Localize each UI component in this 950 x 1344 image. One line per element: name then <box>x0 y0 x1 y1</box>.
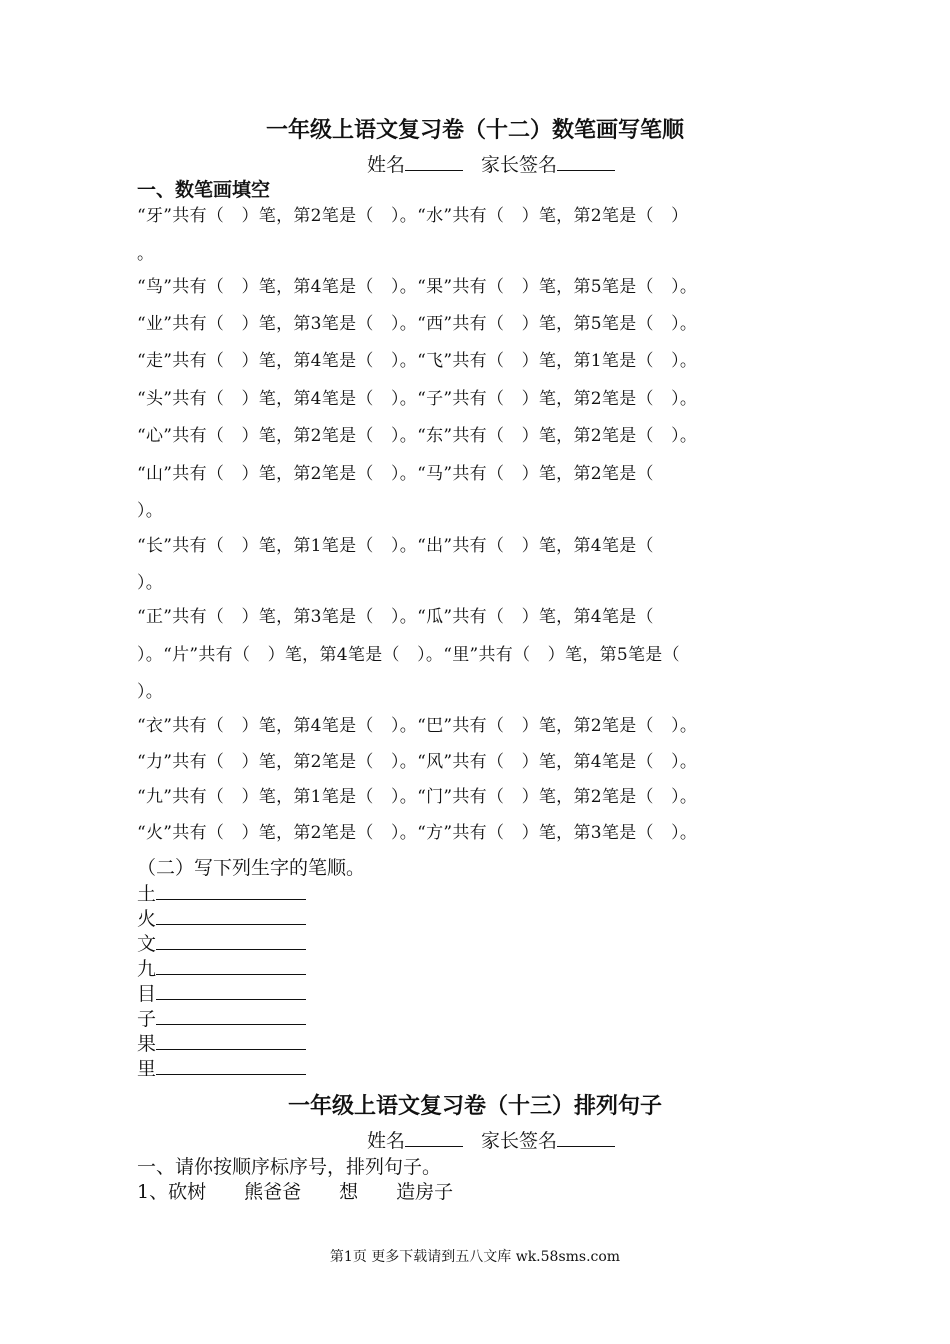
answer-blank[interactable] <box>156 1056 306 1075</box>
answer-blank[interactable] <box>156 1031 306 1050</box>
exercise-line: “牙”共有（ ）笔，第2笔是（ ）。“水”共有（ ）笔，第2笔是（ ） <box>137 206 689 226</box>
exercise-line: 。 <box>137 244 155 264</box>
name-blank[interactable] <box>405 152 463 171</box>
exercise-line: “长”共有（ ）笔，第1笔是（ ）。“出”共有（ ）笔，第4笔是（ <box>137 536 654 556</box>
character-label: 果 <box>137 1033 157 1055</box>
parent-signature-label: 家长签名 <box>481 1130 558 1152</box>
answer-blank[interactable] <box>156 931 306 950</box>
exercise-line: ）。 <box>137 573 164 593</box>
character-label: 目 <box>137 983 157 1005</box>
exercise-line: ）。“片”共有（ ）笔，第4笔是（ ）。“里”共有（ ）笔，第5笔是（ <box>137 645 680 665</box>
character-label: 文 <box>137 933 157 955</box>
stroke-order-line <box>137 1029 306 1056</box>
parent-signature-blank[interactable] <box>557 1128 615 1147</box>
exercise-line: “业”共有（ ）笔，第3笔是（ ）。“西”共有（ ）笔，第5笔是（ ）。 <box>137 314 698 334</box>
name-blank[interactable] <box>405 1128 463 1147</box>
exercise-line: “力”共有（ ）笔，第2笔是（ ）。“风”共有（ ）笔，第4笔是（ ）。 <box>137 752 698 772</box>
character-label: 里 <box>137 1058 157 1080</box>
answer-blank[interactable] <box>156 956 306 975</box>
section-title: 一、请你按顺序标序号，排列句子。 <box>137 1156 442 1178</box>
exercise-line: “山”共有（ ）笔，第2笔是（ ）。“马”共有（ ）笔，第2笔是（ <box>137 464 654 484</box>
answer-blank[interactable] <box>156 1006 306 1025</box>
page-footer: 第1页 更多下载请到五八文库 wk.58sms.com <box>329 1249 621 1265</box>
stroke-order-line <box>137 954 306 981</box>
page-title: 一年级上语文复习卷（十二）数笔画写笔顺 <box>265 118 684 143</box>
exercise-line: “正”共有（ ）笔，第3笔是（ ）。“瓜”共有（ ）笔，第4笔是（ <box>137 607 654 627</box>
exercise-line: “头”共有（ ）笔，第4笔是（ ）。“子”共有（ ）笔，第2笔是（ ）。 <box>137 389 698 409</box>
answer-blank[interactable] <box>156 881 306 900</box>
exercise-line: ）。 <box>137 501 164 521</box>
stroke-order-line <box>137 879 306 906</box>
parent-signature-blank[interactable] <box>557 152 615 171</box>
stroke-order-line <box>137 929 306 956</box>
exercise-line: “衣”共有（ ）笔，第4笔是（ ）。“巴”共有（ ）笔，第2笔是（ ）。 <box>137 716 698 736</box>
stroke-order-line <box>137 979 306 1006</box>
answer-blank[interactable] <box>156 981 306 1000</box>
page-title: 一年级上语文复习卷（十三）排列句子 <box>287 1094 662 1119</box>
character-label: 土 <box>137 883 157 905</box>
question-line: 1、砍树 熊爸爸 想 造房子 <box>137 1181 454 1203</box>
stroke-order-line <box>137 904 306 931</box>
signature-row <box>367 150 615 177</box>
parent-signature-label: 家长签名 <box>481 154 558 176</box>
answer-blank[interactable] <box>156 906 306 925</box>
section-title: 一、数笔画填空 <box>137 179 271 201</box>
name-label: 姓名 <box>367 154 406 176</box>
exercise-line: “鸟”共有（ ）笔，第4笔是（ ）。“果”共有（ ）笔，第5笔是（ ）。 <box>137 277 698 297</box>
exercise-line: “火”共有（ ）笔，第2笔是（ ）。“方”共有（ ）笔，第3笔是（ ）。 <box>137 823 698 843</box>
name-label: 姓名 <box>367 1130 406 1152</box>
section-title: （二）写下列生字的笔顺。 <box>137 857 366 879</box>
character-label: 火 <box>137 908 157 930</box>
exercise-line: ）。 <box>137 682 164 702</box>
character-label: 九 <box>137 958 157 980</box>
exercise-line: “九”共有（ ）笔，第1笔是（ ）。“门”共有（ ）笔，第2笔是（ ）。 <box>137 787 698 807</box>
exercise-line: “走”共有（ ）笔，第4笔是（ ）。“飞”共有（ ）笔，第1笔是（ ）。 <box>137 351 698 371</box>
character-label: 子 <box>137 1008 157 1030</box>
stroke-order-line <box>137 1054 306 1081</box>
signature-row <box>367 1126 615 1153</box>
exercise-line: “心”共有（ ）笔，第2笔是（ ）。“东”共有（ ）笔，第2笔是（ ）。 <box>137 426 698 446</box>
stroke-order-line <box>137 1004 306 1031</box>
